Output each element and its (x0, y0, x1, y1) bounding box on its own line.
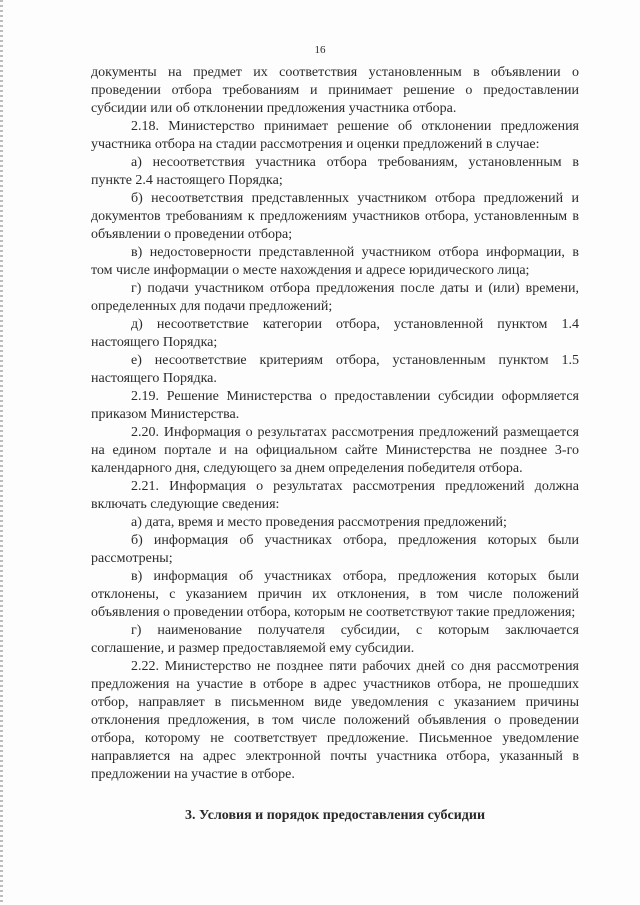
paragraph: е) несоответствие критериям отбора, установленным пунктом 1.5 настоящего Порядка. (91, 353, 579, 386)
paragraph: д) несоответствие категории отбора, установленной пунктом 1.4 настоящего Порядка; (91, 317, 579, 350)
paragraph: а) несоответствия участника отбора требованиям, установленным в пункте 2.4 настоящего Порядка; (91, 155, 579, 188)
paragraph: г) подачи участником отбора предложения после даты и (или) времени, определенных для подачи предложений; (91, 281, 579, 314)
paragraph: 2.21. Информация о результатах рассмотрения предложений должна включать следующие сведения: (91, 479, 579, 512)
page-number: 16 (314, 44, 326, 56)
paragraph: б) несоответствия представленных участником отбора предложений и документов требованиям к предложениям участников отбора, установленным в объявлении о проведении отбора; (91, 191, 579, 242)
paragraph: б) информация об участниках отбора, предложения которых были рассмотрены; (91, 533, 579, 566)
paragraph: г) наименование получателя субсидии, с которым заключается соглашение, и размер предоставляемой ему субсидии. (91, 623, 579, 656)
scan-edge (0, 0, 3, 905)
paragraph: в) информация об участниках отбора, предложения которых были отклонены, с указанием причин их отклонения, в том числе положений объявления о проведении отбора, которым не соответствуют такие предложения; (91, 569, 579, 620)
paragraph: 2.18. Министерство принимает решение об отклонении предложения участника отбора на стадии рассмотрения и оценки предложений в случае: (91, 119, 579, 152)
paragraph: 2.20. Информация о результатах рассмотрения предложений размещается на едином портале и на официальном сайте Министерства не позднее 3-го календарного дня, следующего за днем определения победителя отбора. (91, 425, 579, 476)
paragraph: 2.19. Решение Министерства о предоставлении субсидии оформляется приказом Министерства. (91, 389, 579, 422)
paragraph: а) дата, время и место проведения рассмотрения предложений; (131, 515, 507, 530)
paragraph: документы на предмет их соответствия установленным в объявлении о проведении отбора требованиям и принимает решение о предоставлении субсидии или об отклонении предложения участника отбора. (91, 65, 579, 116)
paragraph: 2.22. Министерство не позднее пяти рабочих дней со дня рассмотрения предложения на участие в отборе в адрес участников отбора, не прошедших отбор, направляет в письменном виде уведомления с указанием причины отклонения предложения, в том числе положений объявления о проведении отбора, которому не соответствует предложение. Письменное уведомление направляется на адрес электронной почты участника отбора, указанный в предложении на участие в отборе. (91, 659, 579, 782)
section-heading: 3. Условия и порядок предоставления субсидии (184, 808, 486, 823)
paragraph: в) недостоверности представленной участником отбора информации, в том числе информации о месте нахождения и адресе юридического лица; (91, 245, 579, 278)
document-body (91, 64, 579, 825)
